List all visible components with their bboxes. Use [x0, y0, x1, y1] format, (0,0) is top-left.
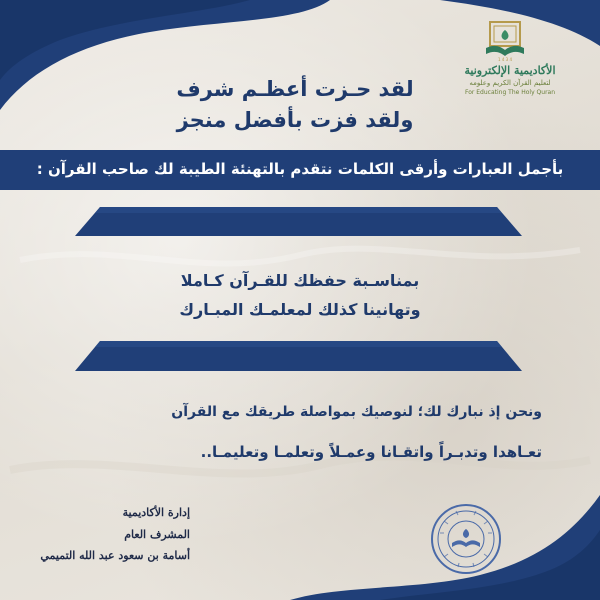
logo-subtitle-arabic: لتعليم القرآن الكريم وعلومه	[469, 79, 551, 87]
academy-logo	[446, 18, 574, 96]
signature-name: أسامة بن سعود عبد الله التميمي	[40, 549, 190, 562]
signature-department: إدارة الأكاديمية	[122, 506, 190, 519]
headline-line-2: ولقد فزت بأفضل منجز	[176, 108, 414, 132]
logo-subtitle-english: For Educating The Holy Quran	[464, 89, 556, 96]
upper-ribbon-shade	[95, 207, 502, 213]
logo-title: الأكاديمية الإلكترونية	[464, 64, 556, 77]
open-quran-book-icon	[480, 18, 530, 62]
lower-ribbon-shade	[95, 341, 502, 347]
occasion-line-2: وتهانينا كذلك لمعلمـك المبـارك	[179, 300, 421, 319]
academy-seal-icon	[430, 503, 502, 575]
banner-text: بأجمل العبارات وأرقى الكلمات نتقدم بالتهنئة الطيبة لك صاحب القرآن :	[36, 160, 564, 178]
advice-line-2: تعـاهدا وتدبـراً واتقـانا وعمـلاً وتعلمـا وتعليمـا..	[200, 443, 542, 461]
advice-line-1: ونحن إذ نبارك لك؛ لنوصيك بمواصلة طريقك مع القرآن	[171, 404, 542, 420]
svg-text:1 4 3 4: 1 4 3 4	[498, 57, 512, 62]
occasion-line-1: بمناسـبة حفظك للقـرآن كـاملا	[180, 271, 420, 290]
headline-line-1: لقد حـزت أعظـم شرف	[176, 77, 414, 101]
signature-role: المشرف العام	[124, 528, 190, 541]
